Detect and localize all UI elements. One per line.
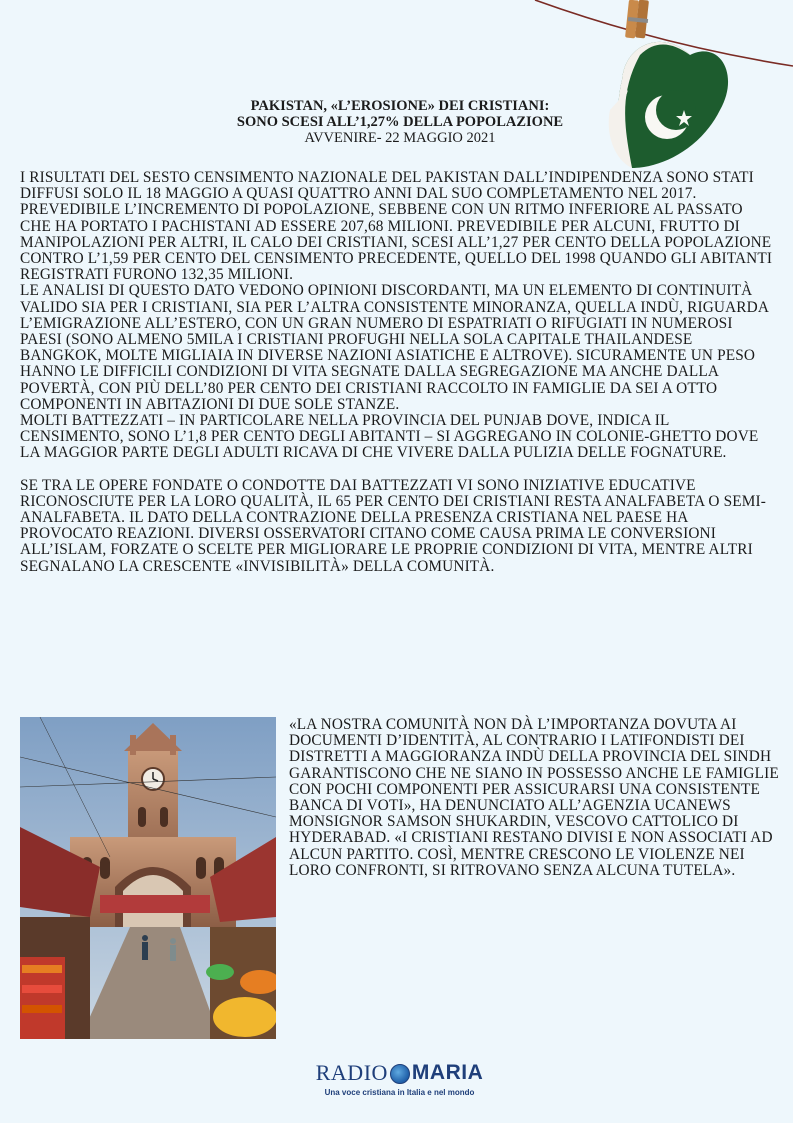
paragraph-4: SE TRA LE OPERE FONDATE O CONDOTTE DAI BATTEZZATI VI SONO INIZIATIVE EDUCATIVE RICONOSCIUTE PER LA LORO QUALITÀ, IL 65 PER CENTO DEI CRISTIANI RESTA ANALFABETA O SEMI-ANALFABETA. IL DATO DELLA CONTRAZIONE DELLA PRESENZA CRISTIANA NEL PAESE HA PROVOCATO REAZIONI. DIVERSI OSSERVATORI CITANO COME CAUSA PRIMA LE CONVERSIONI ALL’ISLAM, FORZATE O SCELTE PER MIGLIORARE LE PROPRIE CONDIZIONI DI VITA, MENTRE ALTRI SEGNALANO LA CRESCENTE «INVISIBILITÀ» DELLA COMUNITÀ. [20, 476, 766, 575]
logo-word-radio: RADIO [315, 1060, 388, 1085]
clothespin-icon [625, 0, 649, 38]
paragraph-1: I RISULTATI DEL SESTO CENSIMENTO NAZIONALE DEL PAKISTAN DALL’INDIPENDENZA SONO STATI DIFFUSI SOLO IL 18 MAGGIO A QUASI QUATTRO ANNI DAL SUO COMPLETAMENTO NEL 2017. PREVEDIBILE L’INCREMENTO DI POPOLAZIONE, SEBBENE CON UN RITMO INFERIORE AL PASSATO CHE HA PORTATO I PACHISTANI AD ESSERE 207,68 MILIONI. PREVEDIBILE PER ALCUNI, FRUTTO DI MANIPOLAZIONI PER ALTRI, IL CALO DEI CRISTIANI, SCESI ALL’1,27 PER CENTO DELLA POPOLAZIONE CONTRO L’1,59 PER CENTO DEL CENSIMENTO PRECEDENTE, QUELLO DEL 1998 QUANDO GLI ABITANTI REGISTRATI FURONO 132,35 MILIONI. [20, 169, 773, 284]
radio-maria-logo[interactable] [312, 1060, 487, 1104]
pakistan-heart-flag-icon [609, 42, 728, 168]
paragraph-2: LE ANALISI DI QUESTO DATO VEDONO OPINIONI DISCORDANTI, MA UN ELEMENTO DI CONTINUITÀ VALIDO SIA PER I CRISTIANI, SIA PER L’ALTRA CONSISTENTE MINORANZA, QUELLA INDÙ, RIGUARDA L’EMIGRAZIONE ALL’ESTERO, CON UN GRAN NUMERO DI ESPATRIATI O RIFUGIATI IN NUMEROSI PAESI (SONO ALMENO 5MILA I CRISTIANI PROFUGHI NELLA SOLA CAPITALE THAILANDESE BANGKOK, MOLTE MIGLIAIA IN DIVERSE NAZIONI ASIATICHE E ALTROVE). SICURAMENTE UN PESO HANNO LE DIFFICILI CONDIZIONI DI VITA SEGNATE DALLA SEGREGAZIONE MA ANCHE DALLA POVERTÀ, CON PIÙ DELL’80 PER CENTO DEI CRISTIANI RACCOLTO IN FAMIGLIE DA SEI A OTTO COMPONENTI IN ABITAZIONI DI DUE SOLE STANZE. [20, 282, 769, 413]
title-line-2: SONO SCESI ALL’1,27% DELLA POPOLAZIONE [236, 114, 564, 130]
article-body [20, 170, 775, 575]
globe-icon [390, 1064, 410, 1084]
bishop-quote: «LA NOSTRA COMUNITÀ NON DÀ L’IMPORTANZA DOVUTA AI DOCUMENTI D’IDENTITÀ, AL CONTRARIO I LATIFONDISTI DEI DISTRETTI A MAGGIORANZA INDÙ DELLA PROVINCIA DEL SINDH GARANTISCONO CHE NE SIANO IN POSSESSO ANCHE LE FAMIGLIE CON POCHI COMPONENTI PER ASSICURARSI UNA CONSISTENTE BANCA DI VOTI», HA DENUNCIATO ALL’AGENZIA UCANEWS MONSIGNOR SAMSON SHUKARDIN, VESCOVO CATTOLICO DI HYDERABAD. «I CRISTIANI RESTANO DIVISI E NON ASSOCIATI AD ALCUN PARTITO. COSÌ, MENTRE CRESCONO LE VIOLENZE NEI LORO CONFRONTI, SI RITROVANO SENZA ALCUNA TUTELA». [289, 716, 779, 879]
paragraph-3: MOLTI BATTEZZATI – IN PARTICOLARE NELLA PROVINCIA DEL PUNJAB DOVE, INDICA IL CENSIMENTO, SONO L’1,8 PER CENTO DEGLI ABITANTI – SI AGGREGANO IN COLONIE-GHETTO DOVE LA MAGGIOR PARTE DEGLI ADULTI RICAVA DI CHE VIVERE DALLA PULIZIA DELLE FOGNATURE. [20, 412, 759, 462]
logo-tagline: Una voce cristiana in Italia e nel mondo [324, 1088, 475, 1097]
article-source: AVVENIRE- 22 MAGGIO 2021 [304, 130, 496, 146]
market-clock-tower-photo [20, 717, 276, 1039]
title-line-1: PAKISTAN, «L’EROSIONE» DEI CRISTIANI: [250, 98, 550, 114]
logo-word-maria: MARIA [411, 1061, 484, 1084]
article-header [180, 98, 620, 146]
